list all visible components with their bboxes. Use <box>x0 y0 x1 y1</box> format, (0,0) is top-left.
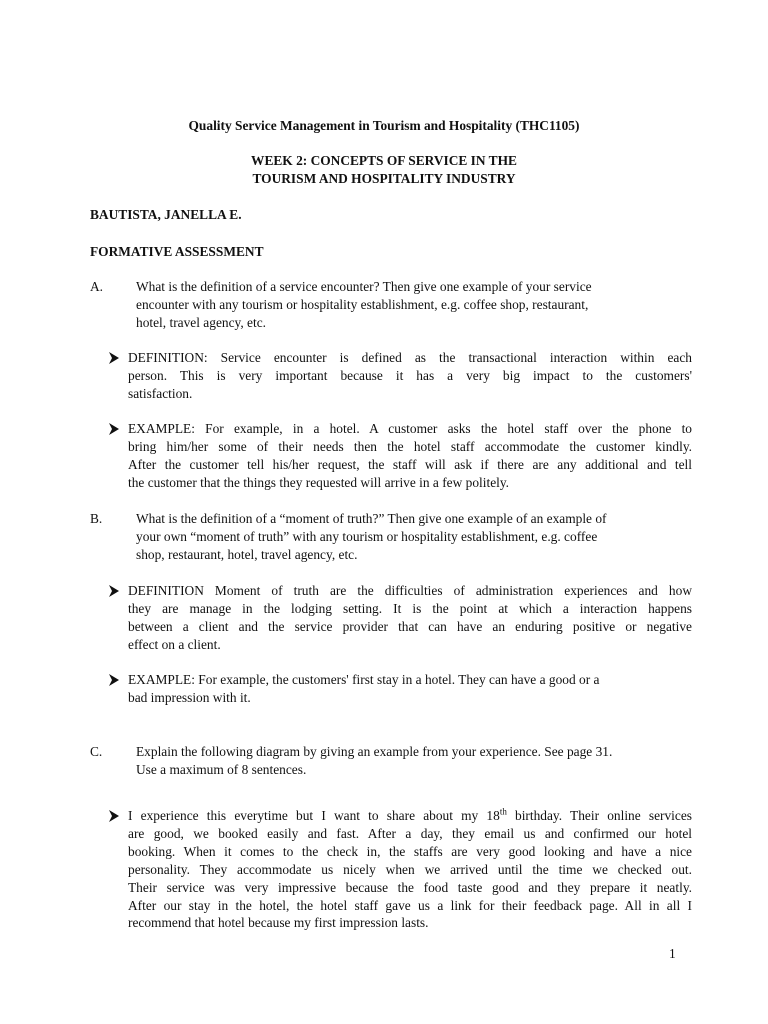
answer-first-text-end: birthday. Their online services <box>506 808 692 823</box>
question-a-line: hotel, travel agency, etc. <box>136 315 266 330</box>
question-c-line: Use a maximum of 8 sentences. <box>136 762 307 777</box>
student-name: BAUTISTA, JANELLA E. <box>90 207 242 222</box>
answer-first-text: I experience this everytime but I want to share about my 18 <box>128 808 500 823</box>
week-title-line-1: WEEK 2: CONCEPTS OF SERVICE IN THE <box>251 153 517 168</box>
arrowhead-bullet-icon <box>107 673 121 687</box>
question-a-line: encounter with any tourism or hospitality establishment, e.g. coffee shop, restaurant, <box>136 297 589 312</box>
definition-line: DEFINITION: Service encounter is defined as the transactional interaction within each <box>128 350 692 365</box>
question-a-line: What is the definition of a service encounter? Then give one example of your service <box>136 279 592 294</box>
question-b-line: What is the definition of a “moment of truth?” Then give one example of an example of <box>136 511 607 526</box>
example-line: the customer that the things they requested will arrive in a few politely. <box>128 474 510 490</box>
question-a-letter: A. <box>90 279 104 294</box>
definition-line: person. This is very important because it has a very big impact to the customers' <box>128 367 692 383</box>
course-title: Quality Service Management in Tourism and Hospitality (THC1105) <box>188 118 580 133</box>
example-line: bring him/her some of their needs then the hotel staff accommodate the customer kindly. <box>128 438 692 454</box>
answer-line: are good, we booked easily and fast. After a day, they email us and confirmed our hotel <box>128 825 692 841</box>
answer-line <box>128 807 692 825</box>
answer-line: Their service was very impressive because the food taste good and they prepare it neatly. <box>128 879 692 895</box>
definition-line: satisfaction. <box>128 385 193 401</box>
question-c-line: Explain the following diagram by giving an example from your experience. See page 31. <box>136 744 613 759</box>
definition-line: DEFINITION Moment of truth are the difficulties of administration experiences and how <box>128 583 692 598</box>
arrowhead-bullet-icon <box>107 584 121 598</box>
question-a-text <box>136 278 682 332</box>
answer-line: After our stay in the hotel, the hotel staff gave us a link for their feedback page. All in all I <box>128 897 692 913</box>
example-line: EXAMPLE: For example, the customers' first stay in a hotel. They can have a good or a <box>128 672 600 687</box>
answer-line: booking. When it comes to the check in, the staffs are very good looking and have a nice <box>128 843 692 859</box>
arrowhead-bullet-icon <box>107 422 121 436</box>
question-c-text <box>136 743 682 779</box>
ordinal-suffix: th <box>499 806 507 817</box>
question-b-text <box>136 510 682 564</box>
week-title-line-2: TOURISM AND HOSPITALITY INDUSTRY <box>252 171 516 186</box>
assessment-title: FORMATIVE ASSESSMENT <box>90 244 264 259</box>
question-c-letter: C. <box>90 744 103 759</box>
definition-line: effect on a client. <box>128 636 221 652</box>
answer-line: recommend that hotel because my first impression lasts. <box>128 915 429 931</box>
definition-line: between a client and the service provider that can have an enduring positive or negative <box>128 618 692 634</box>
answer-line: personality. They accommodate us nicely when we arrived until the time we checked out. <box>128 861 692 877</box>
question-b-line: shop, restaurant, hotel, travel agency, etc. <box>136 547 358 562</box>
example-line: bad impression with it. <box>128 689 251 705</box>
definition-line: they are manage in the lodging setting. It is the point at which a interaction happens <box>128 600 692 616</box>
question-b-letter: B. <box>90 511 103 526</box>
question-b-line: your own “moment of truth” with any tourism or hospitality establishment, e.g. coffee <box>136 529 598 544</box>
example-line: EXAMPLE: For example, in a hotel. A customer asks the hotel staff over the phone to <box>128 421 692 436</box>
arrowhead-bullet-icon <box>107 809 121 823</box>
arrowhead-bullet-icon <box>107 351 121 365</box>
page-number: 1 <box>669 946 676 961</box>
example-line: After the customer tell his/her request, the staff will ask if there are any additional and tell <box>128 456 692 472</box>
